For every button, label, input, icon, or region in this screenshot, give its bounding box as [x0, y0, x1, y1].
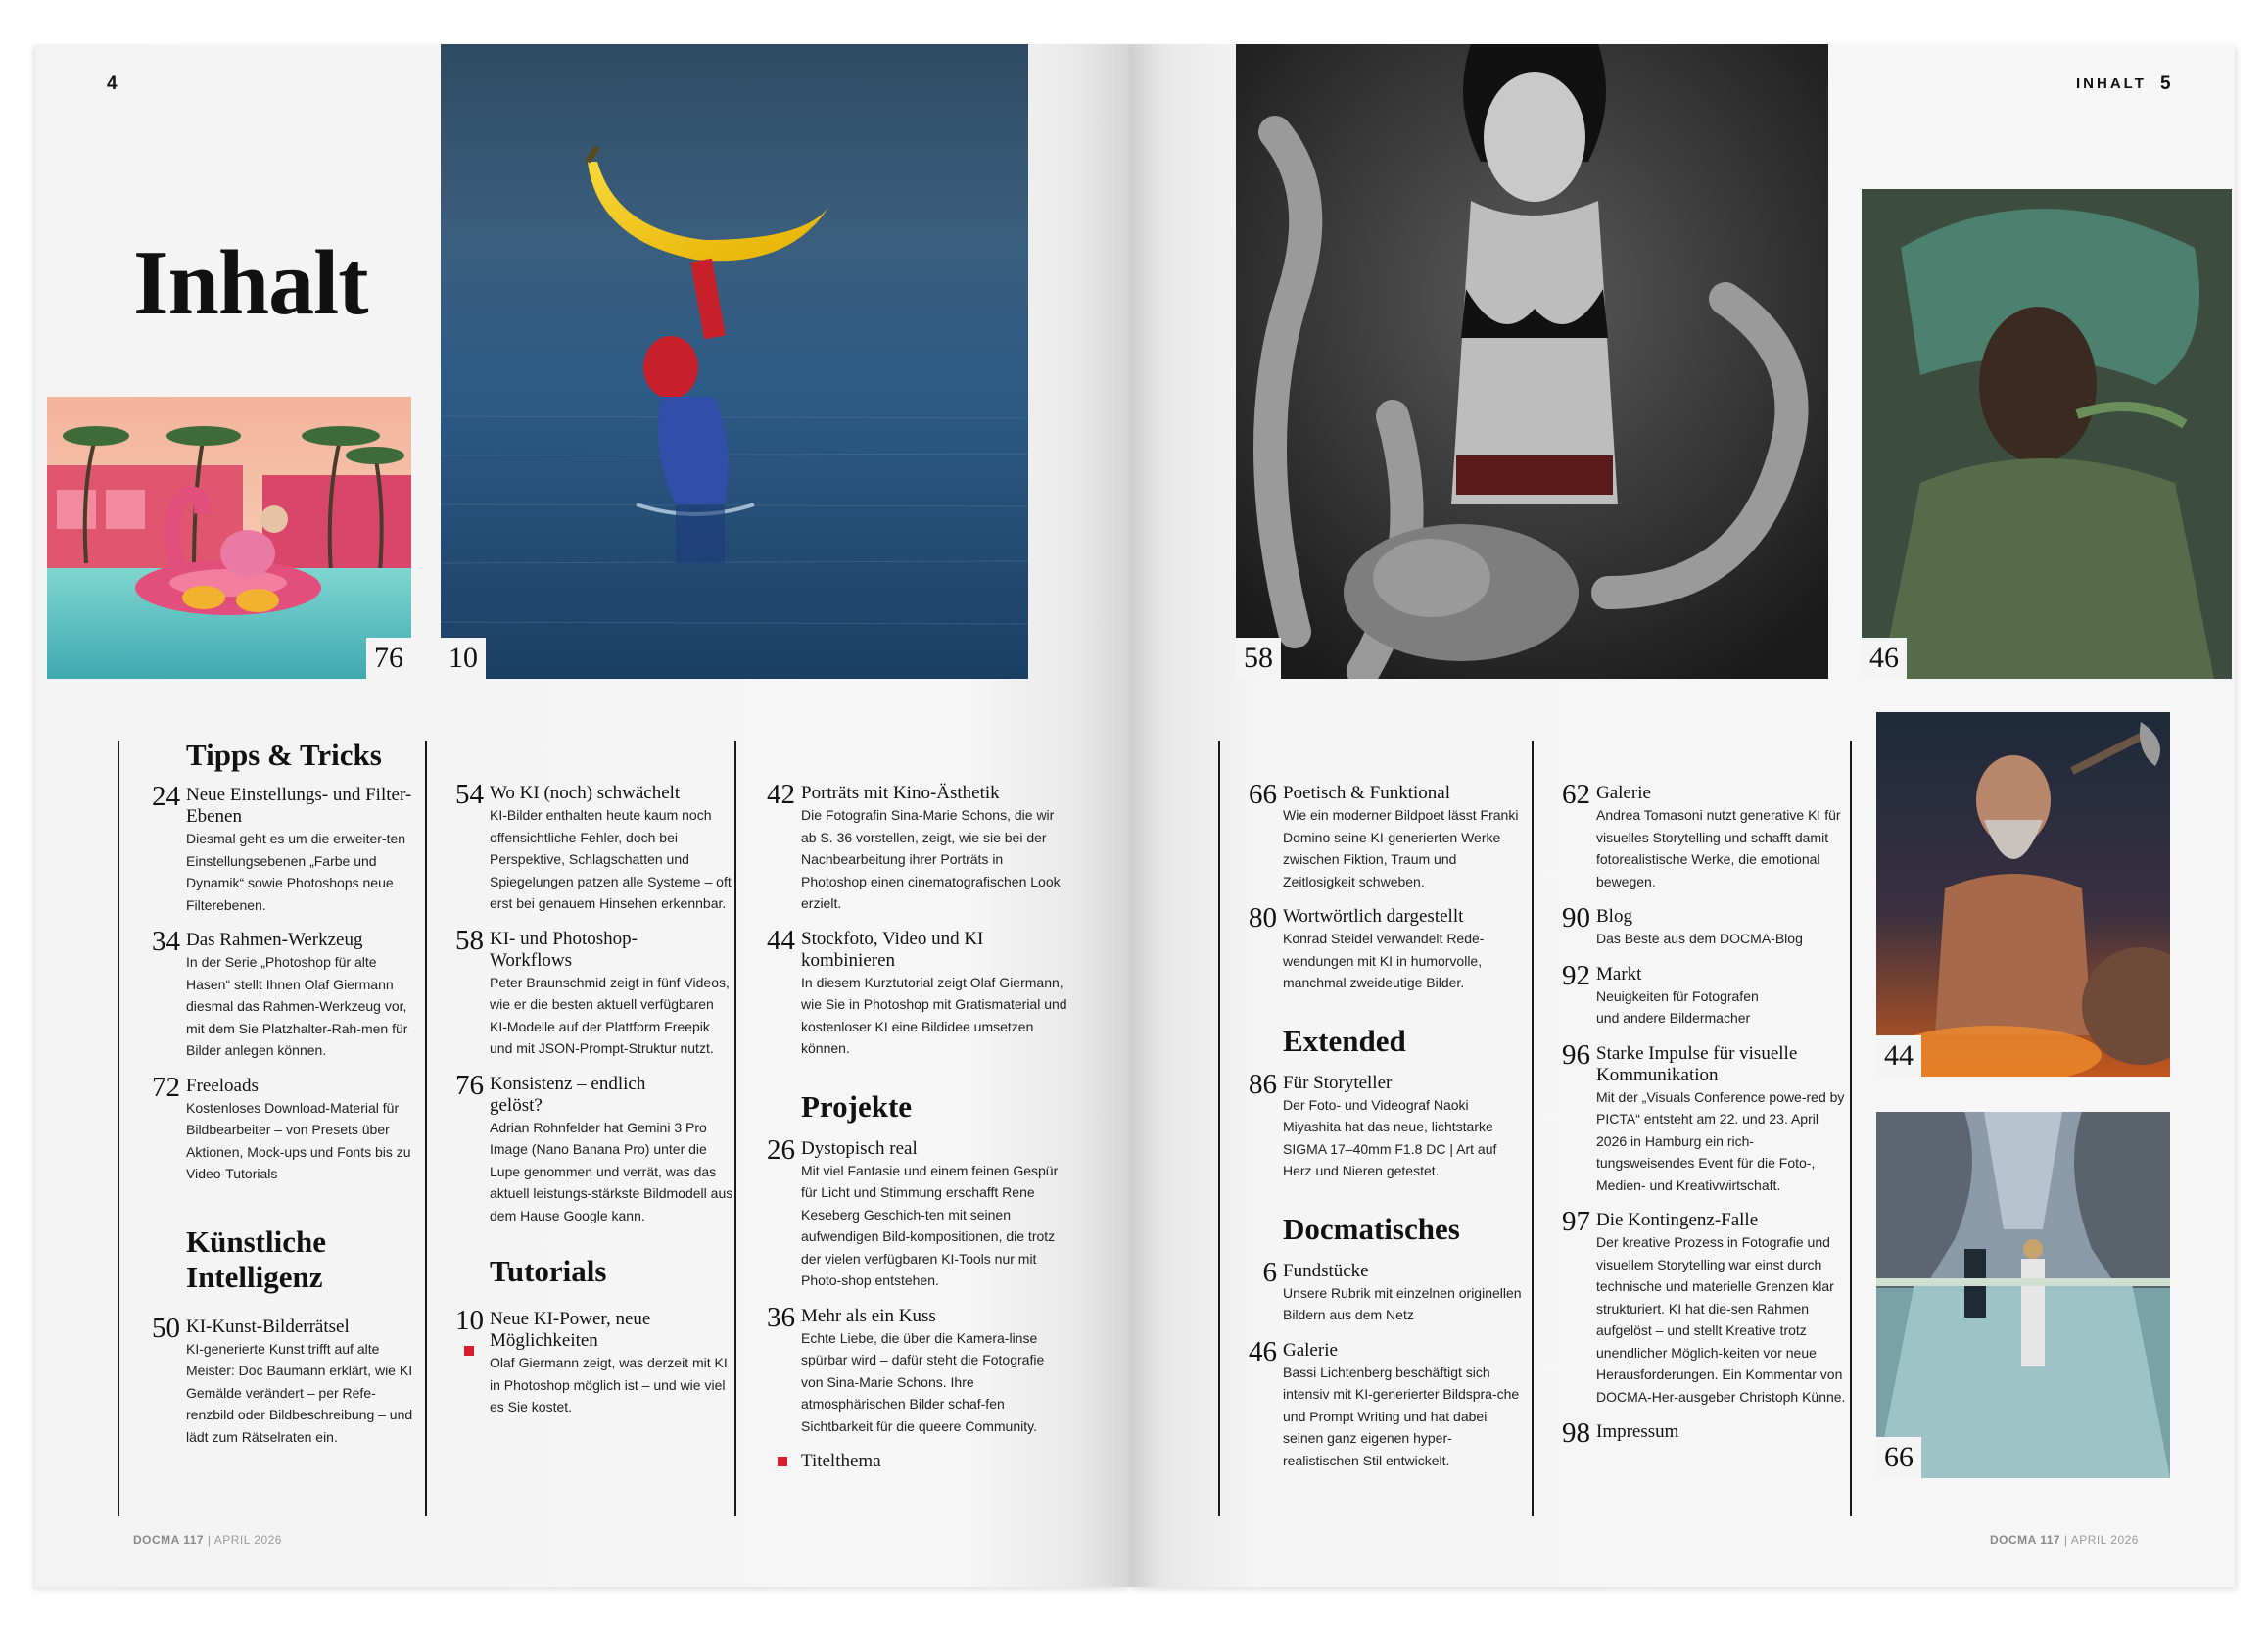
toc-entry[interactable] — [1222, 1068, 1528, 1182]
entry-title: Wortwörtlich dargestellt — [1283, 906, 1464, 927]
toc-entry[interactable] — [1222, 779, 1528, 892]
page-badge: 58 — [1236, 638, 1281, 679]
entry-description: KI-Bilder enthalten heute kaum noch offensichtliche Fehler, doch bei Perspektive, Schlagschatten und Spiegelungen patzen alle Systeme – oft erst bei genauem Hinsehen erkennbar. — [490, 807, 732, 911]
entry-description: Unsere Rubrik mit einzelnen originellen Bildern aus dem Netz — [1283, 1284, 1522, 1322]
toc-entry[interactable] — [1536, 959, 1847, 1030]
column-rule — [425, 741, 427, 1516]
right-page — [1130, 44, 2235, 1587]
entry-page-number: 58 — [455, 924, 484, 956]
column-rule — [1850, 741, 1852, 1516]
entry-page-number: 34 — [152, 926, 180, 957]
entry-page-number: 97 — [1562, 1206, 1590, 1237]
toc-entry[interactable] — [1222, 1256, 1528, 1326]
toc-column-2 — [429, 779, 734, 1418]
section-heading: Tutorials — [490, 1254, 607, 1288]
entry-page-number: 46 — [1249, 1335, 1277, 1367]
couple-water-image[interactable] — [1876, 1112, 2170, 1478]
entry-description: Das Beste aus dem DOCMA-Blog — [1596, 931, 1803, 946]
section-heading: Extended — [1283, 1023, 1406, 1058]
entry-page-number: 50 — [152, 1312, 180, 1344]
section-heading: Docmatisches — [1283, 1211, 1460, 1246]
entry-title: Galerie — [1596, 783, 1651, 803]
entry-page-number: 36 — [767, 1301, 795, 1333]
entry-description: Konrad Steidel verwandelt Rede-wendungen mit KI in humorvolle, manchmal zweideutige Bilder. — [1283, 931, 1485, 990]
folio-date: | APRIL 2026 — [207, 1533, 282, 1547]
entry-description: Wie ein moderner Bildpoet lässt Franki Domino seine KI-generierten Werke zwischen Fiktion, Traum und Zeitlosigkeit schweben. — [1283, 807, 1519, 889]
banana-swimmer-image[interactable] — [441, 44, 1028, 679]
entry-title: Blog — [1596, 906, 1632, 927]
left-page — [35, 44, 1130, 1587]
folio — [133, 1533, 282, 1547]
couple-water-illustration — [1876, 1112, 2170, 1478]
entry-description: Bassi Lichtenberg beschäftigt sich intensiv mit KI-generierter Bildspra-che und Prompt Writing und hat dabei seinen ganz eigenen hyper-realistischen Stil entwickelt. — [1283, 1364, 1520, 1468]
entry-page-number: 90 — [1562, 902, 1590, 934]
toc-entry[interactable] — [1536, 902, 1847, 950]
column-rule — [734, 741, 736, 1516]
toc-entry[interactable] — [429, 924, 734, 1060]
page-badge: 66 — [1876, 1437, 1921, 1478]
entry-page-number: 10 — [455, 1305, 484, 1336]
entry-title: Porträts mit Kino-Ästhetik — [801, 783, 1000, 803]
entry-page-number: 92 — [1562, 959, 1590, 991]
toc-entry[interactable] — [1222, 902, 1528, 994]
section-heading: Künstliche Intelligenz — [186, 1223, 326, 1294]
entry-page-number: 98 — [1562, 1417, 1590, 1449]
viking-warrior-illustration — [1876, 712, 2170, 1077]
entry-title: Galerie — [1283, 1339, 1338, 1361]
entry-description: Mit der „Visuals Conference powe-red by PICTA“ entsteht am 22. und 23. April 2026 in Hamburg ein rich-tungsweisendes Event für die Foto-, Medien- und Kreativwirtschaft. — [1596, 1088, 1845, 1193]
entry-title: Freeloads — [186, 1075, 259, 1096]
entry-title: Für Storyteller — [1283, 1072, 1393, 1093]
octopus-portrait-image[interactable] — [1236, 44, 1828, 679]
page-number: 4 — [107, 73, 118, 94]
entry-description: KI-generierte Kunst trifft auf alte Meister: Doc Baumann erklärt, wie KI Gemälde verändert – per Refe-renzbild oder Bildbeschreibung – und lädt zum Rätselraten ein. — [186, 1340, 413, 1445]
toc-entry[interactable] — [1536, 1038, 1847, 1197]
entry-description: Der Foto- und Videograf Naoki Miyashita hat das neue, lichtstarke SIGMA 17–40mm F1.8 DC | Art auf Herz und Nieren getestet. — [1283, 1096, 1497, 1178]
entry-title: Das Rahmen-Werkzeug — [186, 930, 363, 950]
octopus-portrait-illustration — [1236, 44, 1828, 679]
entry-description: Echte Liebe, die über die Kamera-linse spürbar wird – dafür steht die Fotografie von Sina-Marie Schons. Ihre atmosphärischen Bilder schaf-fen Sichtbarkeit für die queere Community. — [801, 1329, 1045, 1434]
toc-entry[interactable] — [429, 1305, 734, 1418]
entry-page-number: 42 — [767, 779, 795, 810]
column-rule — [118, 741, 119, 1516]
entry-description: Neuigkeiten für Fotografen und andere Bildermacher — [1596, 987, 1759, 1026]
entry-description: Der kreative Prozess in Fotografie und visuellem Storytelling war einst durch technische und materielle Grenzen klar strukturiert. KI hat die-sen Rahmen aufgelöst – und stellt Kreative trotz unendlicher Möglich-keiten vor neue Herausforderungen. Ein Kommentar von DOCMA-Her-ausgeber Christoph Künne. — [1596, 1234, 1846, 1405]
folio — [1990, 1533, 2139, 1547]
toc-column-3 — [740, 779, 1068, 1472]
page-badge: 44 — [1876, 1035, 1921, 1077]
entry-title: Mehr als ein Kuss — [801, 1305, 936, 1326]
toc-entry[interactable] — [1536, 1206, 1847, 1408]
entry-description: Diesmal geht es um die erweiter-ten Einstellungsebenen „Farbe und Dynamik“ sowie Photoshops neue Filterebenen. — [186, 831, 406, 913]
entry-title: Neue KI-Power, neue Möglichkeiten — [490, 1309, 651, 1351]
entry-title: Die Kontingenz-Falle — [1596, 1210, 1759, 1230]
column-rule — [1218, 741, 1220, 1516]
entry-title: KI- und Photoshop-Workflows — [490, 928, 638, 971]
entry-title: Fundstücke — [1283, 1260, 1369, 1281]
folio-brand: DOCMA 117 — [133, 1533, 205, 1547]
entry-page-number: 54 — [455, 779, 484, 810]
entry-title: Konsistenz – endlich gelöst? — [490, 1073, 646, 1116]
toc-entry[interactable] — [740, 924, 1068, 1060]
entry-description: Kostenloses Download-Material für Bildbearbeiter – von Presets über Aktionen, Mock-ups und Fonts bis zu Video-Tutorials — [186, 1099, 411, 1181]
toc-entry[interactable] — [740, 1301, 1068, 1438]
entry-title: KI-Kunst-Bilderrätsel — [186, 1316, 350, 1337]
entry-title: Dystopisch real — [801, 1137, 918, 1159]
page-title: Inhalt — [133, 232, 368, 334]
toc-entry[interactable] — [1536, 779, 1847, 892]
toc-entry[interactable] — [740, 1133, 1068, 1292]
entry-title: Markt — [1596, 963, 1642, 984]
entry-page-number: 62 — [1562, 779, 1590, 810]
toc-entry[interactable] — [740, 779, 1068, 915]
page-number: 5 — [2160, 73, 2172, 94]
entry-page-number: 76 — [455, 1069, 484, 1101]
entry-title: Wo KI (noch) schwächelt — [490, 783, 681, 803]
entry-description: Peter Braunschmid zeigt in fünf Videos, wie er die besten aktuell verfügbaren KI-Modelle auf der Plattform Freepik und mit JSON-Prompt-Struktur nutzt. — [490, 974, 730, 1056]
folio-date: | APRIL 2026 — [2063, 1533, 2139, 1547]
folio-brand: DOCMA 117 — [1990, 1533, 2061, 1547]
flamingo-pool-image[interactable] — [47, 397, 411, 679]
entry-page-number: 24 — [152, 781, 180, 812]
viking-warrior-image[interactable] — [1876, 712, 2170, 1077]
entry-title: Poetisch & Funktional — [1283, 783, 1450, 803]
toc-entry[interactable] — [125, 926, 419, 1062]
page-badge: 10 — [441, 638, 486, 679]
entry-description: Andrea Tomasoni nutzt generative KI für visuelles Storytelling und schafft damit fotorealistische Werke, die emotional bewegen. — [1596, 807, 1841, 889]
legend — [740, 1451, 1068, 1472]
entry-page-number: 6 — [1262, 1256, 1277, 1288]
toc-entry[interactable] — [125, 1312, 419, 1449]
section-heading: Projekte — [801, 1088, 913, 1124]
flamingo-pool-illustration — [47, 397, 411, 679]
toc-entry[interactable] — [125, 781, 419, 916]
toc-entry[interactable] — [1536, 1417, 1847, 1449]
running-head: INHALT — [2076, 75, 2147, 92]
entry-page-number: 86 — [1249, 1068, 1277, 1100]
entry-description: Adrian Rohnfelder hat Gemini 3 Pro Image (Nano Banana Pro) unter die Lupe genommen und verrät, was das aktuell leistungs-stärkste Bildmodell aus dem Hause Google kann. — [490, 1119, 733, 1223]
entry-title: Stockfoto, Video und KI kombinieren — [801, 928, 984, 971]
toc-entry[interactable] — [429, 779, 734, 915]
toc-entry[interactable] — [125, 1071, 419, 1185]
toc-column-1 — [1222, 779, 1528, 1471]
toc-column-2 — [1536, 779, 1847, 1449]
entry-page-number: 80 — [1249, 902, 1277, 934]
legend-label: Titelthema — [801, 1451, 881, 1471]
toc-entry[interactable] — [429, 1069, 734, 1227]
column-rule — [1532, 741, 1534, 1516]
entry-title: Starke Impulse für visuelle Kommunikation — [1596, 1042, 1798, 1085]
entry-page-number: 72 — [152, 1071, 180, 1103]
page-badge: 76 — [366, 638, 411, 679]
titelthema-marker — [778, 1457, 787, 1466]
entry-page-number: 66 — [1249, 779, 1277, 810]
entry-page-number: 96 — [1562, 1038, 1590, 1071]
green-veil-portrait-image[interactable] — [1862, 189, 2232, 679]
entry-description: Die Fotografin Sina-Marie Schons, die wir ab S. 36 vorstellen, zeigt, wie sie bei der Nachbearbeitung ihrer Porträts in Photoshop einen cinematografischen Look erzielt. — [801, 807, 1061, 911]
banana-swimmer-illustration — [441, 44, 1028, 679]
page-badge: 46 — [1862, 638, 1907, 679]
green-veil-portrait-illustration — [1862, 189, 2232, 679]
entry-page-number: 44 — [767, 924, 795, 956]
section-heading: Tipps & Tricks — [186, 738, 382, 772]
entry-description: Mit viel Fantasie und einem feinen Gespür für Licht und Stimmung erschafft Rene Keseberg Geschich-ten mit seinen aufwendigen Bild-kompositionen, die trotz der vielen verfügbaren KI-Tools nur mit Photo-shop entstehen. — [801, 1162, 1059, 1288]
entry-title: Neue Einstellungs- und Filter-Ebenen — [186, 785, 412, 827]
toc-entry[interactable] — [1222, 1335, 1528, 1472]
entry-description: In diesem Kurztutorial zeigt Olaf Giermann, wie Sie in Photoshop mit Gratismaterial und kostenloser KI eine Bildidee umsetzen können. — [801, 974, 1067, 1056]
entry-page-number: 26 — [767, 1133, 795, 1166]
titelthema-marker — [464, 1346, 474, 1356]
entry-description: In der Serie „Photoshop für alte Hasen“ stellt Ihnen Olaf Giermann diesmal das Rahmen-Werkzeug vor, mit dem Sie Platzhalter-Rah-men für Bilder anlegen können. — [186, 954, 408, 1058]
entry-title: Impressum — [1596, 1421, 1679, 1442]
toc-column-1 — [125, 738, 419, 1448]
entry-description: Olaf Giermann zeigt, was derzeit mit KI in Photoshop möglich ist – und wie viel es Sie kostet. — [490, 1355, 728, 1414]
